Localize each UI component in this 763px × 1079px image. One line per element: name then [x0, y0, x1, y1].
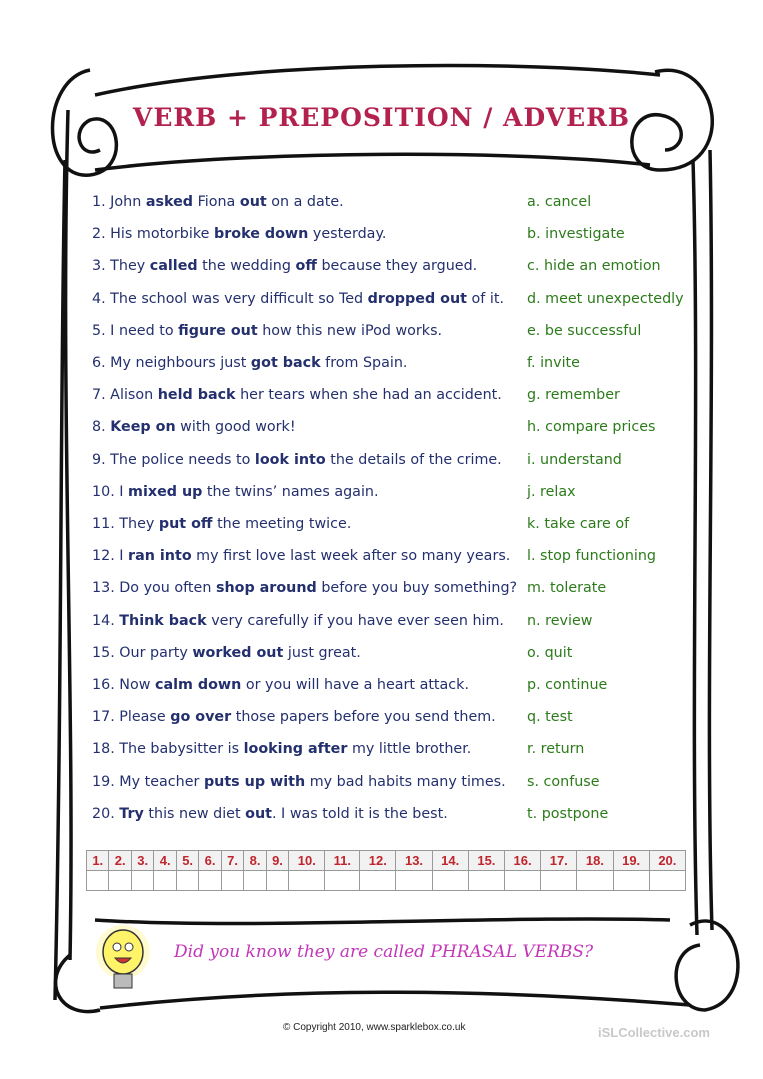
phrasal-verb: got back — [250, 355, 321, 371]
sentence-item — [92, 419, 296, 435]
phrasal-verb: held back — [157, 387, 236, 404]
phrasal-verb: go over — [170, 709, 232, 726]
definition-item: g. remember — [527, 387, 620, 404]
sentence-text: 17. Please — [92, 709, 171, 726]
sentence-text: 16. Now — [92, 677, 155, 693]
sentence-text: 18. The babysitter is — [92, 741, 244, 758]
sentence-item — [92, 677, 469, 693]
answer-number: 12. — [360, 851, 396, 871]
answer-number: 16. — [504, 851, 540, 871]
sentence-text: 9. The police needs to — [92, 451, 255, 468]
sentence-text: 6. My neighbours just — [92, 355, 251, 371]
answer-cell[interactable] — [360, 871, 396, 891]
answer-cell[interactable] — [289, 871, 325, 891]
answer-number: 1. — [87, 851, 109, 871]
answer-number: 13. — [396, 851, 432, 871]
answer-cell[interactable] — [131, 871, 153, 891]
sentence-item — [92, 774, 506, 790]
definition-item: h. compare prices — [527, 419, 656, 436]
answer-cell[interactable] — [504, 871, 540, 891]
answer-number: 10. — [289, 851, 325, 871]
phrasal-verb: out — [245, 805, 272, 822]
sentence-text: on a date. — [266, 194, 344, 210]
sentence-text: 15. Our party — [92, 644, 193, 661]
definition-item: c. hide an emotion — [527, 258, 661, 275]
sentence-text: 2. His motorbike — [92, 226, 214, 243]
sentence-item — [92, 387, 502, 403]
copyright: © Copyright 2010, www.sparklebox.co.uk — [283, 1022, 466, 1033]
definition-item: m. tolerate — [527, 580, 607, 597]
definition-item: l. stop functioning — [527, 548, 656, 565]
page-title: VERB + PREPOSITION / ADVERB — [132, 103, 631, 132]
sentence-item — [92, 516, 351, 532]
answer-grid — [86, 850, 686, 891]
phrasal-verb: asked — [145, 194, 194, 210]
sentence-text: the meeting twice. — [212, 516, 352, 532]
sentence-text: the details of the crime. — [325, 451, 502, 468]
sentence-item — [92, 548, 510, 564]
phrasal-verb: dropped out — [367, 290, 467, 307]
lightbulb-icon — [88, 922, 158, 1002]
sentence-text: 12. I — [92, 548, 129, 565]
sentence-text: 19. My teacher — [92, 773, 204, 790]
phrasal-verb: broke down — [213, 226, 309, 243]
sentence-text: Fiona — [193, 194, 240, 210]
sentence-item — [92, 580, 517, 596]
answer-cell[interactable] — [266, 871, 288, 891]
sentence-item — [92, 741, 471, 757]
answer-cell[interactable] — [244, 871, 266, 891]
answer-cell[interactable] — [432, 871, 468, 891]
phrasal-verb: worked out — [192, 644, 284, 661]
answer-number: 11. — [325, 851, 360, 871]
definition-item: j. relax — [527, 483, 576, 500]
sentence-text: the wedding — [197, 258, 296, 275]
answer-number: 18. — [577, 851, 613, 871]
phrasal-verb: Try — [119, 805, 144, 822]
answer-number: 9. — [266, 851, 288, 871]
sentence-text: just great. — [283, 644, 361, 661]
answer-cell[interactable] — [613, 871, 649, 891]
answer-cell[interactable] — [109, 871, 131, 891]
answer-number: 2. — [109, 851, 131, 871]
sentence-item — [92, 484, 379, 500]
sentence-item — [92, 355, 407, 371]
definition-item: n. review — [527, 612, 593, 629]
definition-item: k. take care of — [527, 516, 630, 532]
phrasal-verb: put off — [158, 516, 213, 532]
sentence-text: 3. They — [92, 258, 150, 275]
sentence-text: 20. — [92, 805, 120, 822]
sentence-text: her tears when she had an accident. — [235, 387, 502, 404]
sentence-text: with good work! — [175, 419, 296, 436]
phrasal-verb: puts up with — [203, 773, 306, 790]
answer-cell[interactable] — [577, 871, 613, 891]
answer-cell[interactable] — [87, 871, 109, 891]
answer-number: 14. — [432, 851, 468, 871]
sentence-item — [92, 806, 448, 822]
sentence-text: 7. Alison — [92, 387, 158, 404]
phrasal-verb: shop around — [215, 580, 317, 597]
answer-number: 17. — [541, 851, 577, 871]
answer-number: 19. — [613, 851, 649, 871]
sentence-text: 11. They — [92, 516, 159, 532]
definition-item: p. continue — [527, 677, 608, 693]
answer-grid-header — [87, 851, 686, 871]
answer-cell[interactable] — [649, 871, 685, 891]
phrasal-verb: look into — [254, 451, 326, 468]
phrasal-verb: off — [295, 258, 317, 275]
phrasal-verb: called — [149, 258, 198, 275]
phrasal-verb: Think back — [119, 612, 207, 629]
answer-cell[interactable] — [154, 871, 176, 891]
answer-cell[interactable] — [468, 871, 504, 891]
phrasal-verb: figure out — [178, 322, 258, 339]
sentence-item — [92, 645, 361, 661]
sentence-text: 1. John — [92, 194, 146, 210]
sentence-text: from Spain. — [320, 355, 408, 371]
answer-number: 3. — [131, 851, 153, 871]
answer-cell[interactable] — [176, 871, 198, 891]
sentence-item — [92, 709, 496, 725]
answer-number: 5. — [176, 851, 198, 871]
definition-item: q. test — [527, 709, 573, 726]
definition-item: o. quit — [527, 644, 573, 661]
phrasal-verb: mixed up — [128, 483, 203, 500]
definition-item: t. postpone — [527, 805, 609, 822]
answer-number: 6. — [199, 851, 221, 871]
sentence-text: my first love last week after so many years. — [191, 548, 511, 565]
definition-item: b. investigate — [527, 226, 625, 243]
answer-number: 20. — [649, 851, 685, 871]
answer-number: 7. — [221, 851, 243, 871]
definition-item: e. be successful — [527, 322, 642, 339]
sentence-text: 5. I need to — [92, 322, 179, 339]
sentence-item — [92, 452, 502, 468]
definition-item: d. meet unexpectedly — [527, 290, 684, 307]
sentence-text: this new diet — [143, 805, 246, 822]
sentence-text: 14. — [92, 612, 120, 629]
sentence-text: of it. — [467, 290, 504, 307]
sentence-text: 8. — [92, 419, 111, 436]
phrasal-verbs-note: Did you know they are called PHRASAL VERBS? — [174, 942, 594, 962]
phrasal-verb: calm down — [154, 677, 242, 693]
phrasal-verb: ran into — [128, 548, 192, 565]
answer-cell[interactable] — [541, 871, 577, 891]
sentence-text: how this new iPod works. — [257, 322, 443, 339]
answer-cell[interactable] — [325, 871, 360, 891]
phrasal-verb: looking after — [243, 741, 348, 758]
sentence-item — [92, 194, 344, 210]
answer-cell[interactable] — [221, 871, 243, 891]
sentence-text: my little brother. — [347, 741, 472, 758]
sentence-item — [92, 291, 504, 307]
sentence-text: my bad habits many times. — [305, 773, 506, 790]
answer-number: 8. — [244, 851, 266, 871]
sentence-text: those papers before you send them. — [231, 709, 496, 726]
sentence-text: . I was told it is the best. — [271, 805, 448, 822]
sentence-text: 4. The school was very difficult so Ted — [92, 290, 368, 307]
watermark: iSLCollective.com — [598, 1025, 710, 1040]
sentence-text: 10. I — [92, 483, 129, 500]
sentence-item — [92, 613, 504, 629]
sentence-text: because they argued. — [316, 258, 478, 275]
answer-number: 15. — [468, 851, 504, 871]
sentence-text: or you will have a heart attack. — [241, 677, 469, 693]
answer-grid-inputs — [87, 871, 686, 891]
sentence-item — [92, 226, 386, 242]
sentence-text: yesterday. — [308, 226, 387, 243]
definition-item: a. cancel — [527, 194, 592, 210]
definition-item: i. understand — [527, 451, 622, 468]
sentence-text: before you buy something? — [316, 580, 518, 597]
sentence-text: very carefully if you have ever seen him. — [206, 612, 504, 629]
definition-item: r. return — [527, 741, 585, 758]
sentence-item — [92, 258, 477, 274]
phrasal-verb: out — [239, 194, 267, 210]
sentence-item — [92, 323, 442, 339]
sentence-text: 13. Do you often — [92, 580, 216, 597]
definition-item: f. invite — [527, 355, 580, 371]
answer-cell[interactable] — [199, 871, 221, 891]
phrasal-verb: Keep on — [110, 419, 176, 436]
definition-item: s. confuse — [527, 773, 600, 790]
sentence-text: the twins’ names again. — [202, 483, 379, 500]
answer-number: 4. — [154, 851, 176, 871]
answer-cell[interactable] — [396, 871, 432, 891]
